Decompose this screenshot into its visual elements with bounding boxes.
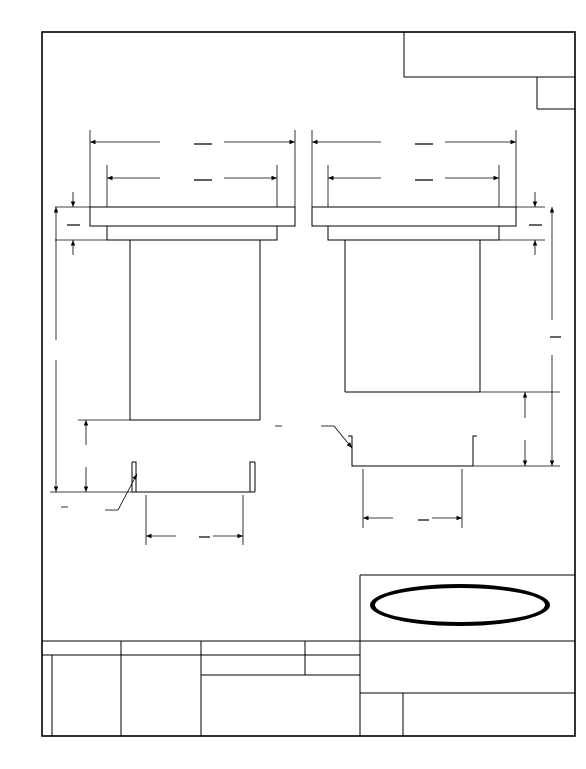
body-right xyxy=(345,240,480,392)
conery-logo xyxy=(370,584,550,626)
flange-step-right xyxy=(328,226,499,240)
flange-step-left xyxy=(107,226,277,240)
part-paf-0125 xyxy=(50,130,295,545)
flange-left xyxy=(90,207,295,226)
part-paf-0150 xyxy=(275,130,561,528)
body-left xyxy=(130,240,260,420)
sheet-border xyxy=(42,32,575,736)
flange-right xyxy=(312,207,516,226)
title-block xyxy=(42,575,575,736)
part-number-box xyxy=(404,32,575,109)
